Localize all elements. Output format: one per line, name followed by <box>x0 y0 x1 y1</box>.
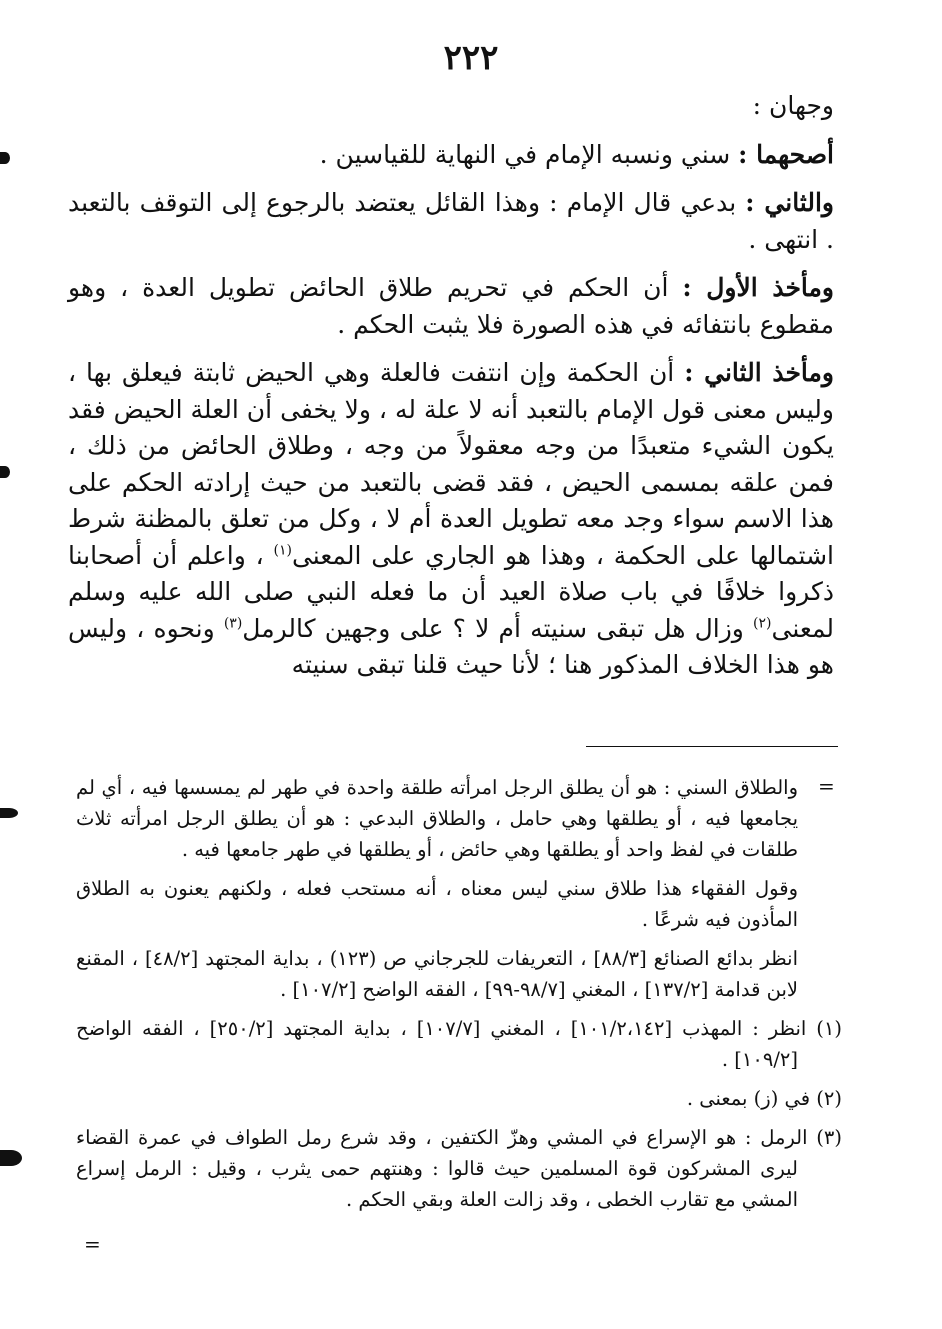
paragraph-intro: وجهان : <box>752 91 834 120</box>
footnote-continuation: وقول الفقهاء هذا طلاق سني ليس معناه ، أنه مستحب فعله ، ولكنهم يعنون به الطلاق المأذون فيه شرعًا . <box>76 877 798 931</box>
binding-mark <box>0 1150 22 1166</box>
continuation-mark: = <box>818 774 835 798</box>
footnotes <box>76 772 842 1215</box>
footnote-1: (١) انظر : المهذب [١٠١/٢،١٤٢] ، المغني [١٠٧/٧] ، بداية المجتهد [٢٥٠/٢] ، الفقه الواضح [١٠٩/٢] . <box>76 1017 842 1071</box>
paragraph-text: ، واعلم أن أصحابنا ذكروا خلافًا في باب صلاة العيد أن ما فعله النبي صلى الله عليه وسلم لمعنى <box>68 540 835 643</box>
footnote-continuation: انظر بدائع الصنائع [٨٨/٣] ، التعريفات للجرجاني ص (١٢٣) ، بداية المجتهد [٤٨/٢] ، المقنع لابن قدامة [١٣٧/٢] ، المغني [٩٨/٧-٩٩] ، الفقه الواضح [١٠٧/٢] . <box>76 947 799 1001</box>
page-number: ٢٢٢ <box>443 38 499 78</box>
lead-term: ومأخذ الثاني : <box>684 358 834 387</box>
paragraph-second-view <box>68 185 834 258</box>
footnote-2: (٢) في (ز) بمعنى . <box>686 1087 842 1110</box>
paragraph-text: أن الحكمة وإن انتفت فالعلة وهي الحيض ثابتة فيعلق بها ، وليس معنى قول الإمام بالتعبد أنه لا علة له ، ولا يخفى أن العلة الحيض فقد يكون الشيء متعبدًا من وجه معقولاً من وجه ، وطلاق الحائض من ذلك ، فمن علقه بمسمى الحيض ، فقد قضى بالتعبد من حيث إرادته الحكم على هذا الاسم سواء وجد معه تطويل العدة أم لا ، وكل من تعلق بالمظنة شرط اشتمالها على الحكمة ، وهذا هو الجاري على المعنى <box>68 358 834 570</box>
lead-term: ومأخذ الأول : <box>682 273 834 302</box>
paragraph-second-basis <box>68 355 834 684</box>
footnote-3: (٣) الرمل : هو الإسراع في المشي وهزّ الكتفين ، وقد شرع رمل الطواف في عمرة القضاء ليرى المشركون قوة المسلمين حيث قالوا : وهنتهم حمى يثرب ، وقيل : الرمل إسراع المشي مع تقارب الخطى ، وقد زالت العلة وبقي الحكم . <box>76 1126 842 1211</box>
paragraph-text: وزال هل تبقى سنيته أم لا ؟ على وجهين كالرمل <box>242 613 754 643</box>
paragraph-text: سني ونسبه الإمام في النهاية للقياسين . <box>319 139 739 169</box>
paragraph-text: بدعي قال الإمام : وهذا القائل يعتضد بالرجوع إلى التوقف بالتعبد . انتهى . <box>68 188 834 254</box>
paragraph-first-basis <box>68 270 834 343</box>
paragraph-text: ونحوه ، وليس هو هذا الخلاف المذكور هنا ؛ لأنا حيث قلنا تبقى سنيته <box>68 613 834 679</box>
paragraph-first-view <box>68 137 834 174</box>
footnote-continuation: والطلاق السني : هو أن يطلق الرجل امرأته طلقة واحدة في طهر لم يمسسها فيه ، أي لم يجامعها فيه ، أو يطلقها وهي حامل ، والطلاق البدعي : هو أن يطلق الرجل امرأته ثلاث طلقات في لفظ واحد أو يطلقها وهي حائض ، أو يطلقها في طهر جامعها فيه . <box>76 776 798 861</box>
footnote-separator <box>586 746 838 747</box>
binding-mark <box>0 808 18 818</box>
continuation-mark: = <box>84 1232 101 1256</box>
binding-mark <box>0 152 10 164</box>
main-text <box>68 88 834 684</box>
footnote-ref-3[interactable]: (٣) <box>223 615 243 632</box>
footnote-ref-2[interactable]: (٢) <box>753 615 772 632</box>
lead-term: والثاني : <box>745 188 834 217</box>
binding-mark <box>0 466 10 478</box>
paragraph-text: أن الحكم في تحريم طلاق الحائض تطويل العدة ، وهو مقطوع بانتفائه في هذه الصورة فلا يثبت الحكم . <box>68 273 834 339</box>
lead-term: أصحهما : <box>738 139 834 169</box>
footnote-ref-1[interactable]: (١) <box>273 542 292 559</box>
